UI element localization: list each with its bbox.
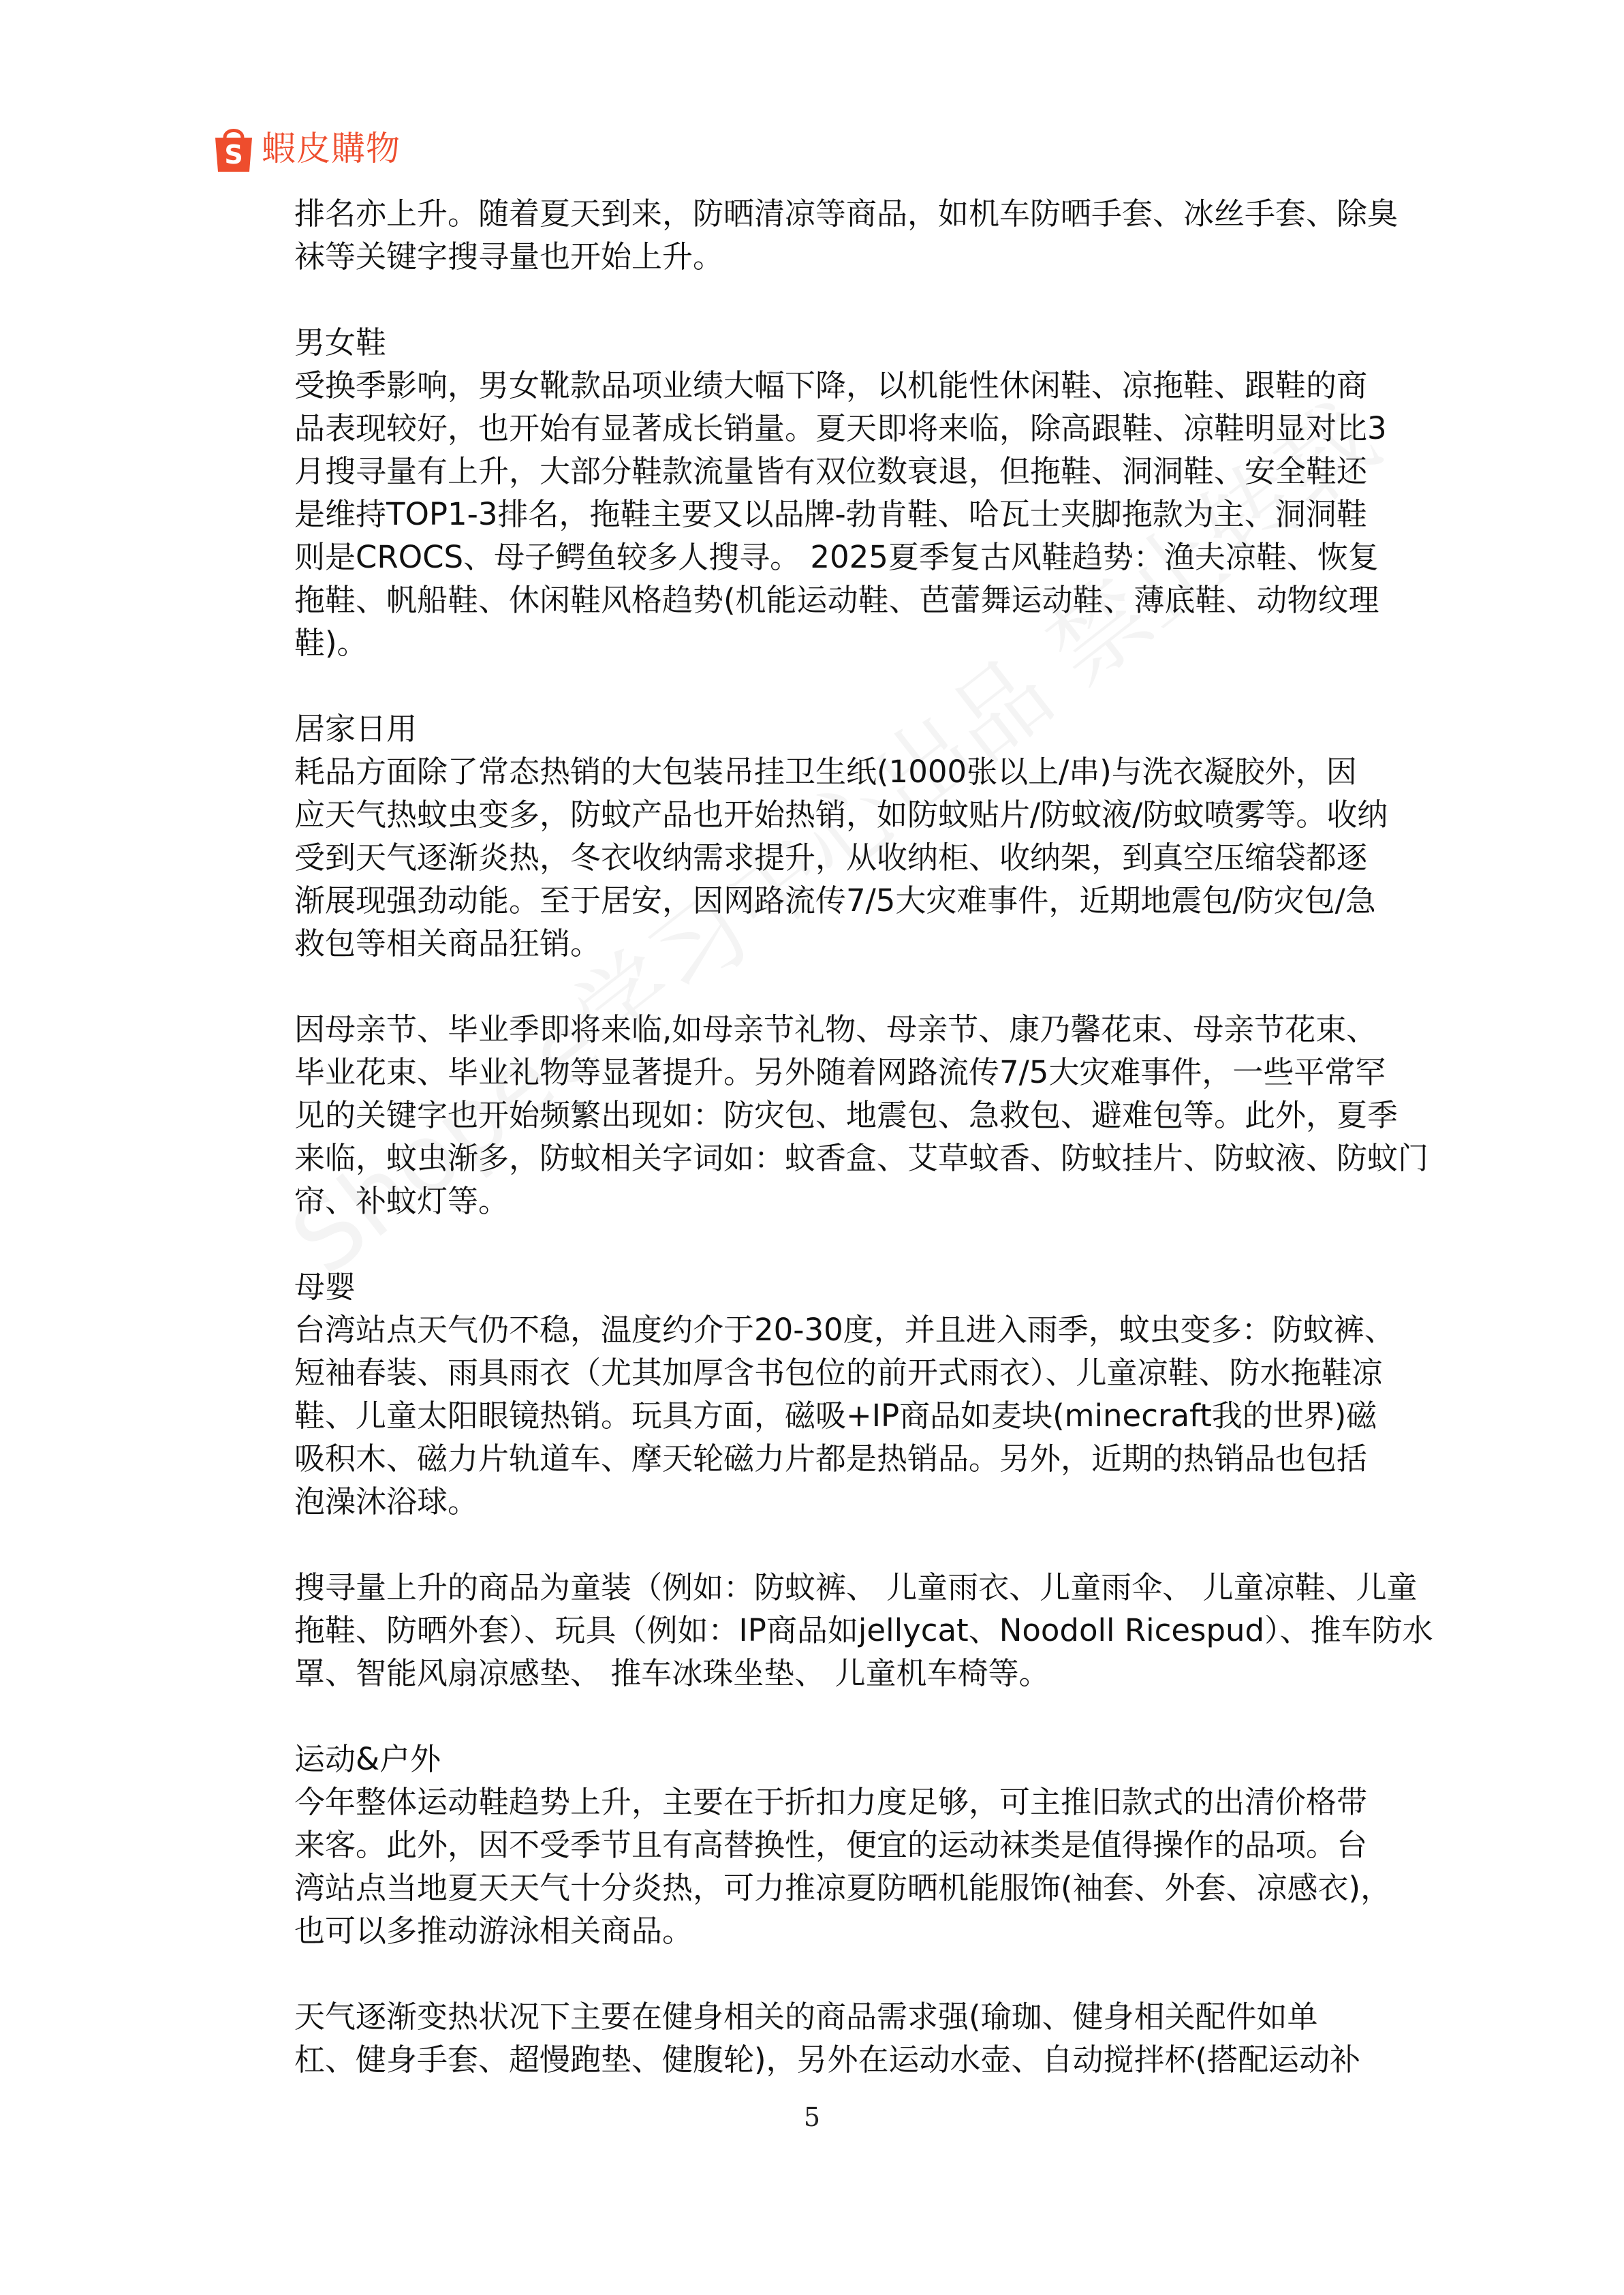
logo-text: 蝦皮購物	[262, 129, 401, 168]
text-line: 月搜寻量有上升，大部分鞋款流量皆有双位数衰退，但拖鞋、洞洞鞋、安全鞋还	[294, 453, 1368, 489]
text-line: 拖鞋、帆船鞋、休闲鞋风格趋势(机能运动鞋、芭蕾舞运动鞋、薄底鞋、动物纹理	[294, 582, 1379, 618]
paragraph-gap	[294, 1222, 1418, 1265]
text-line: 受到天气逐渐炎热，冬衣收纳需求提升，从收纳柜、收纳架，到真空压缩袋都逐	[294, 840, 1368, 876]
paragraph	[294, 1008, 1429, 1222]
text-line: 则是CROCS、母子鳄鱼较多人搜寻。 2025夏季复古风鞋趋势：渔夫凉鞋、恢复	[294, 539, 1379, 575]
text-line: 拖鞋、防晒外套）、玩具（例如：IP商品如jellycat、Noodoll Ricespud）、推车防水	[294, 1612, 1433, 1648]
text-line: 居家日用	[294, 711, 418, 747]
paragraph-gap	[294, 1952, 1418, 1995]
page-number: 5	[803, 2102, 821, 2132]
text-line: 来客。此外，因不受季节且有高替换性，便宜的运动袜类是值得操作的品项。台	[294, 1827, 1368, 1863]
text-line: 因母亲节、毕业季即将来临,如母亲节礼物、母亲节、康乃馨花束、母亲节花束、	[294, 1011, 1377, 1047]
text-line: 母婴	[294, 1269, 356, 1305]
text-line: 也可以多推动游泳相关商品。	[294, 1913, 693, 1949]
text-line: 天气逐渐变热状况下主要在健身相关的商品需求强(瑜珈、健身相关配件如单	[294, 1999, 1318, 2035]
text-line: 救包等相关商品狂销。	[294, 925, 602, 961]
text-line: 鞋)。	[294, 625, 368, 661]
paragraph	[294, 707, 1418, 965]
text-line: 男女鞋	[294, 324, 387, 360]
text-line: 袜等关键字搜寻量也开始上升。	[294, 238, 724, 275]
text-line: 今年整体运动鞋趋势上升，主要在于折扣力度足够，可主推旧款式的出清价格带	[294, 1784, 1368, 1820]
text-line: 运动&户外	[294, 1741, 441, 1777]
text-line: 应天气热蚊虫变多，防蚊产品也开始热销，如防蚊贴片/防蚊液/防蚊喷雾等。收纳	[294, 797, 1388, 833]
text-line: 受换季影响，男女靴款品项业绩大幅下降，以机能性休闲鞋、凉拖鞋、跟鞋的商	[294, 367, 1368, 403]
text-line: 帘、补蚊灯等。	[294, 1183, 510, 1219]
paragraph-gap	[294, 1695, 1418, 1738]
paragraph	[294, 1738, 1418, 1952]
text-line: 鞋、儿童太阳眼镜热销。玩具方面，磁吸+IP商品如麦块(minecraft我的世界)磁	[294, 1398, 1377, 1434]
paragraph	[294, 192, 1418, 278]
text-line: 是维持TOP1-3排名，拖鞋主要又以品牌-勃肯鞋、哈瓦士夹脚拖款为主、洞洞鞋	[294, 496, 1367, 532]
paragraph	[294, 321, 1418, 664]
text-line: 耗品方面除了常态热销的大包装吊挂卫生纸(1000张以上/串)与洗衣凝胶外，因	[294, 754, 1357, 790]
paragraph-gap	[294, 664, 1418, 707]
text-line: 台湾站点天气仍不稳，温度约介于20-30度，并且进入雨季，蚊虫变多：防蚊裤、	[294, 1312, 1395, 1348]
paragraph-gap	[294, 278, 1418, 321]
text-line: 品表现较好，也开始有显著成长销量。夏天即将来临，除高跟鞋、凉鞋明显对比3	[294, 410, 1387, 446]
text-line: 杠、健身手套、超慢跑垫、健腹轮)，另外在运动水壶、自动搅拌杯(搭配运动补	[294, 2042, 1361, 2078]
text-line: 短袖春装、雨具雨衣（尤其加厚含书包位的前开式雨衣）、儿童凉鞋、防水拖鞋凉	[294, 1355, 1383, 1391]
text-line: 毕业花束、毕业礼物等显著提升。另外随着网路流传7/5大灾难事件，一些平常罕	[294, 1054, 1386, 1090]
text-line: 吸积木、磁力片轨道车、摩天轮磁力片都是热销品。另外，近期的热销品也包括	[294, 1441, 1368, 1477]
shopee-bag-icon	[213, 123, 255, 174]
text-line: 渐展现强劲动能。至于居安，因网路流传7/5大灾难事件，近期地震包/防灾包/急	[294, 882, 1376, 919]
text-line: 湾站点当地夏天天气十分炎热，可力推凉夏防晒机能服饰(袖套、外套、凉感衣)，	[294, 1870, 1392, 1906]
paragraph-gap	[294, 1523, 1418, 1566]
document-body	[294, 192, 1433, 2081]
paragraph	[294, 1566, 1433, 1695]
text-line: 排名亦上升。随着夏天到来，防晒清凉等商品，如机车防晒手套、冰丝手套、除臭	[294, 196, 1399, 232]
text-line: 见的关键字也开始频繁出现如：防灾包、地震包、急救包、避难包等。此外，夏季	[294, 1097, 1399, 1133]
svg-text:S: S	[224, 140, 243, 170]
text-line: 泡澡沐浴球。	[294, 1483, 479, 1520]
paragraph	[294, 1265, 1418, 1523]
text-line: 罩、智能风扇凉感垫、 推车冰珠坐垫、 儿童机车椅等。	[294, 1655, 1050, 1691]
text-line: 搜寻量上升的商品为童装（例如：防蚊裤、 儿童雨衣、儿童雨伞、 儿童凉鞋、儿童	[294, 1569, 1418, 1605]
paragraph	[294, 1995, 1418, 2081]
shopee-logo	[213, 121, 401, 176]
text-line: 来临，蚊虫渐多，防蚊相关字词如：蚊香盒、艾草蚊香、防蚊挂片、防蚊液、防蚊门	[294, 1140, 1429, 1176]
paragraph-gap	[294, 965, 1418, 1008]
